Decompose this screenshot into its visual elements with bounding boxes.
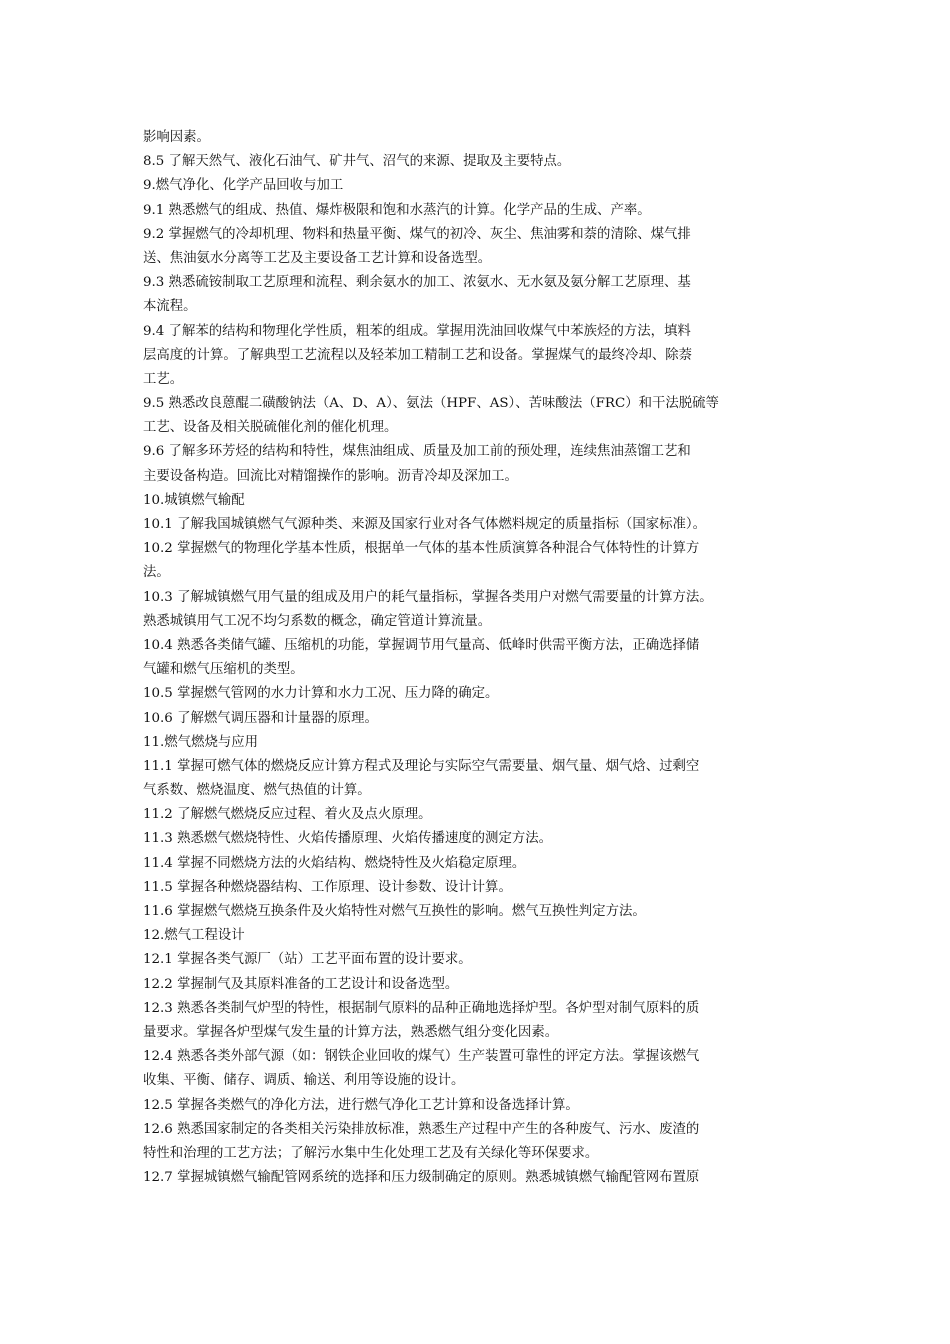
text-line: 12.2 掌握制气及其原料准备的工艺设计和设备选型。 xyxy=(143,976,459,992)
text-line: 层高度的计算。了解典型工艺流程以及轻苯加工精制工艺和设备。掌握煤气的最终冷却、除萘 xyxy=(143,347,693,363)
text-line: 主要设备构造。回流比对精馏操作的影响。沥青冷却及深加工。 xyxy=(143,468,518,484)
text-line: 9.1 熟悉燃气的组成、热值、爆炸极限和饱和水蒸汽的计算。化学产品的生成、产率。 xyxy=(143,202,651,218)
text-line: 9.4 了解苯的结构和物理化学性质，粗苯的组成。掌握用洗油回收煤气中苯族烃的方法，填料 xyxy=(143,323,691,339)
text-line: 9.3 熟悉硫铵制取工艺原理和流程、剩余氨水的加工、浓氨水、无水氨及氨分解工艺原理、基 xyxy=(143,275,691,291)
text-line: 9.2 掌握燃气的冷却机理、物料和热量平衡、煤气的初冷、灰尘、焦油雾和萘的清除、煤气排 xyxy=(143,226,691,242)
text-line: 11.6 掌握燃气燃烧互换条件及火焰特性对燃气互换性的影响。燃气互换性判定方法。 xyxy=(143,904,646,919)
text-line: 11.1 掌握可燃气体的燃烧反应计算方程式及理论与实际空气需要量、烟气量、烟气焓、过剩空 xyxy=(143,758,700,774)
text-line: 影响因素。 xyxy=(143,130,210,145)
text-line: 12.燃气工程设计 xyxy=(143,928,245,944)
text-line: 10.2 掌握燃气的物理化学基本性质，根据单一气体的基本性质演算各种混合气体特性的计算方 xyxy=(143,541,700,557)
text-line: 10.5 掌握燃气管网的水力计算和水力工况、压力降的确定。 xyxy=(143,686,499,702)
text-line: 12.3 熟悉各类制气炉型的特性，根据制气原料的品种正确地选择炉型。各炉型对制气原料的质 xyxy=(143,1000,700,1016)
text-line: 8.5 了解天然气、液化石油气、矿井气、沼气的来源、提取及主要特点。 xyxy=(143,154,571,170)
text-line: 气罐和燃气压缩机的类型。 xyxy=(143,662,304,678)
document-body xyxy=(143,126,823,1190)
text-line: 9.6 了解多环芳烃的结构和特性，煤焦油组成、质量及加工前的预处理，连续焦油蒸馏工艺和 xyxy=(143,444,691,460)
text-line: 9.5 熟悉改良蒽醌二磺酸钠法（A、D、A）、氨法（HPF、AS）、苦味酸法（FRC）和干法脱硫等 xyxy=(143,396,719,412)
text-line: 12.1 掌握各类气源厂（站）工艺平面布置的设计要求。 xyxy=(143,952,472,968)
text-line: 特性和治理的工艺方法；了解污水集中生化处理工艺及有关绿化等环保要求。 xyxy=(143,1145,599,1161)
text-line: 12.7 掌握城镇燃气输配管网系统的选择和压力级制确定的原则。熟悉城镇燃气输配管网布置原 xyxy=(143,1170,700,1186)
text-line: 10.城镇燃气输配 xyxy=(143,492,245,508)
text-line: 工艺。 xyxy=(143,371,184,387)
text-line: 量要求。掌握各炉型煤气发生量的计算方法，熟悉燃气组分变化因素。 xyxy=(143,1024,559,1040)
text-line: 10.3 了解城镇燃气用气量的组成及用户的耗气量指标，掌握各类用户对燃气需要量的计算方法。 xyxy=(143,589,713,605)
text-line: 工艺、设备及相关脱硫催化剂的催化机理。 xyxy=(143,420,398,436)
text-line: 12.5 掌握各类燃气的净化方法，进行燃气净化工艺计算和设备选择计算。 xyxy=(143,1097,579,1113)
text-line: 11.5 掌握各种燃烧器结构、工作原理、设计参数、设计计算。 xyxy=(143,879,512,895)
text-line: 11.3 熟悉燃气燃烧特性、火焰传播原理、火焰传播速度的测定方法。 xyxy=(143,831,553,847)
text-line: 12.6 熟悉国家制定的各类相关污染排放标准，熟悉生产过程中产生的各种废气、污水、废渣的 xyxy=(143,1121,700,1137)
text-line: 10.4 熟悉各类储气罐、压缩机的功能，掌握调节用气量高、低峰时供需平衡方法，正确选择储 xyxy=(143,637,700,653)
text-line: 11.燃气燃烧与应用 xyxy=(143,734,259,750)
text-line: 本流程。 xyxy=(143,299,197,315)
text-line: 10.1 了解我国城镇燃气气源种类、来源及国家行业对各气体燃料规定的质量指标（国家标准）。 xyxy=(143,517,706,532)
text-line: 熟悉城镇用气工况不均匀系数的概念，确定管道计算流量。 xyxy=(143,613,492,629)
text-line: 收集、平衡、储存、调质、输送、利用等设施的设计。 xyxy=(143,1073,465,1089)
text-line: 气系数、燃烧温度、燃气热值的计算。 xyxy=(143,783,371,799)
text-line: 11.4 掌握不同燃烧方法的火焰结构、燃烧特性及火焰稳定原理。 xyxy=(143,855,526,871)
text-line: 法。 xyxy=(143,565,170,581)
text-line: 9.燃气净化、化学产品回收与加工 xyxy=(143,178,344,194)
text-line: 12.4 熟悉各类外部气源（如：钢铁企业回收的煤气）生产装置可靠性的评定方法。掌握该燃气 xyxy=(143,1049,700,1065)
text-line: 11.2 了解燃气燃烧反应过程、着火及点火原理。 xyxy=(143,807,432,823)
text-line: 10.6 了解燃气调压器和计量器的原理。 xyxy=(143,710,378,726)
text-line: 送、焦油氨水分离等工艺及主要设备工艺计算和设备选型。 xyxy=(143,250,492,266)
